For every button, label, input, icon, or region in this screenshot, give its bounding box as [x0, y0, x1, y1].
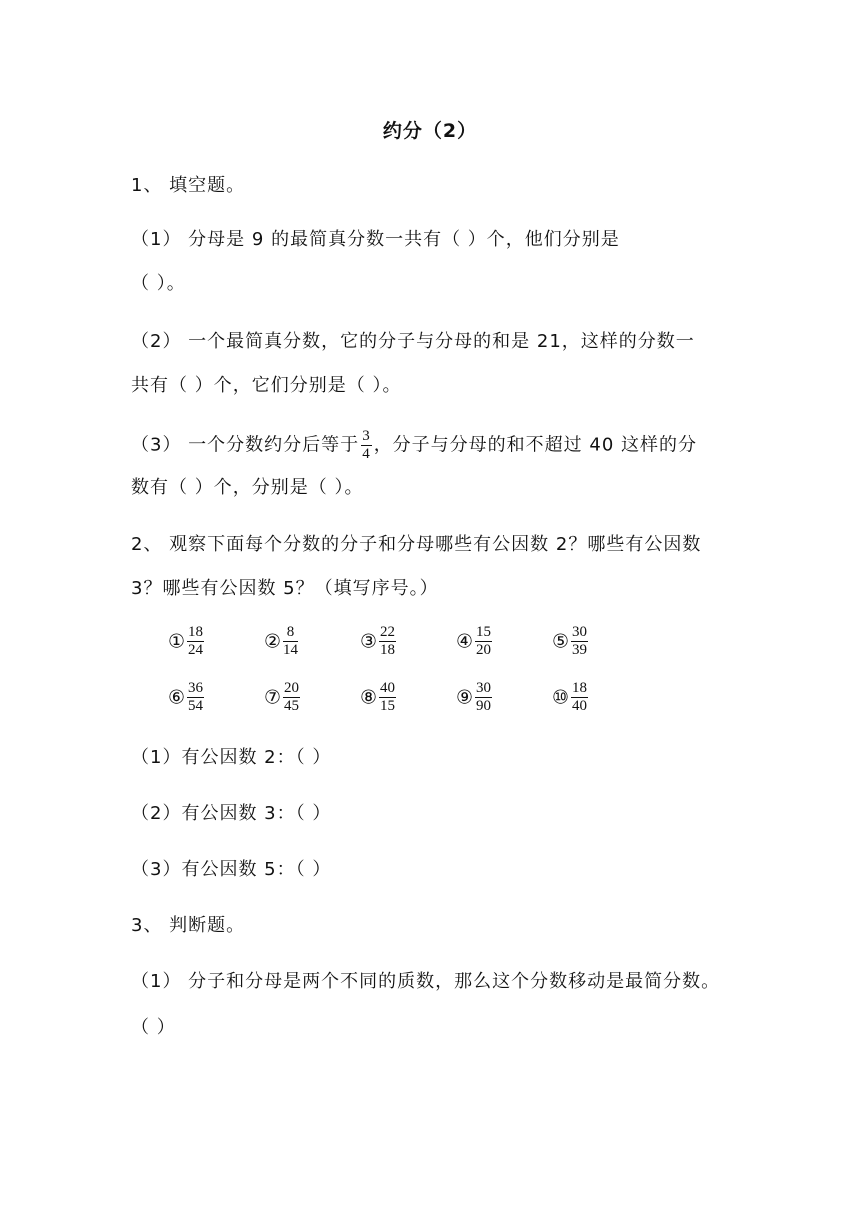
fraction-item-1	[168, 624, 206, 659]
q1-2-line1: （2） 一个最简真分数，它的分子与分母的和是 21，这样的分数一	[131, 331, 695, 352]
fraction-numerator: 3	[362, 428, 371, 444]
fraction	[475, 624, 492, 659]
fraction-item-7	[264, 680, 302, 715]
fraction-numerator: 18	[572, 680, 588, 696]
answer-common-factor-3: （2）有公因数 3：（ ）	[131, 803, 332, 824]
fraction-item-3	[360, 624, 398, 659]
answer-common-factor-5: （3）有公因数 5：（ ）	[131, 859, 332, 880]
fraction-denominator: 24	[188, 642, 204, 658]
section-1-heading: 1、 填空题。	[131, 175, 246, 196]
item-number-label: ⑦	[264, 686, 282, 709]
fraction-denominator: 14	[283, 642, 299, 658]
fraction-denominator: 4	[362, 446, 371, 462]
fraction-numerator: 18	[188, 624, 204, 640]
fraction-numerator: 40	[380, 680, 396, 696]
fraction-denominator: 54	[188, 698, 204, 714]
fraction-denominator: 18	[380, 642, 396, 658]
fraction-numerator: 30	[476, 680, 492, 696]
item-number-label: ⑩	[552, 686, 570, 709]
fraction-denominator: 20	[476, 642, 492, 658]
section-3-heading: 3、 判断题。	[131, 915, 246, 936]
page-title: 约分（2）	[382, 120, 478, 142]
fraction	[283, 624, 298, 659]
item-number-label: ②	[264, 630, 282, 653]
fraction-item-2	[264, 624, 300, 659]
item-number-label: ⑨	[456, 686, 474, 709]
item-number-label: ⑥	[168, 686, 186, 709]
q3-1-line2: （ ）	[131, 1017, 176, 1038]
item-number-label: ⑤	[552, 630, 570, 653]
fraction-numerator: 15	[476, 624, 492, 640]
q1-1-line1: （1） 分母是 9 的最简真分数一共有（ ）个，他们分别是	[131, 229, 620, 250]
fraction	[283, 680, 300, 715]
fraction	[475, 680, 492, 715]
item-number-label: ①	[168, 630, 186, 653]
q1-3-line1	[131, 428, 697, 463]
q3-1-line1: （1） 分子和分母是两个不同的质数，那么这个分数移动是最简分数。	[131, 971, 721, 992]
fraction-denominator: 45	[284, 698, 300, 714]
fraction	[187, 624, 204, 659]
fraction-item-9	[456, 680, 494, 715]
fraction-numerator: 30	[572, 624, 588, 640]
q1-2-line2: 共有（ ）个，它们分别是（ ）。	[131, 375, 402, 396]
q1-3-prefix: （3） 一个分数约分后等于	[131, 434, 360, 456]
fraction-three-quarters	[361, 428, 372, 463]
fraction-numerator: 36	[188, 680, 204, 696]
fraction-item-10	[552, 680, 590, 715]
q1-1-line2: （ ）。	[131, 273, 186, 294]
fraction-numerator: 8	[283, 624, 298, 642]
fraction-item-8	[360, 680, 398, 715]
fraction-denominator: 39	[572, 642, 588, 658]
section-2-heading-line2: 3？哪些有公因数 5？（填写序号。）	[131, 578, 439, 599]
section-2-heading-line1: 2、 观察下面每个分数的分子和分母哪些有公因数 2？哪些有公因数	[131, 534, 702, 555]
fraction-item-4	[456, 624, 494, 659]
fraction-denominator: 15	[380, 698, 396, 714]
fraction	[379, 680, 396, 715]
fraction	[571, 624, 588, 659]
answer-common-factor-2: （1）有公因数 2：（ ）	[131, 747, 332, 768]
fraction	[187, 680, 204, 715]
fraction	[571, 680, 588, 715]
q1-3-line2: 数有（ ）个，分别是（ ）。	[131, 477, 364, 498]
fraction-numerator: 20	[284, 680, 300, 696]
q1-3-suffix: ，分子与分母的和不超过 40 这样的分	[373, 434, 698, 456]
fraction-item-6	[168, 680, 206, 715]
fraction-denominator: 40	[572, 698, 588, 714]
fraction-item-5	[552, 624, 590, 659]
item-number-label: ④	[456, 630, 474, 653]
item-number-label: ③	[360, 630, 378, 653]
fraction-denominator: 90	[476, 698, 492, 714]
fraction	[379, 624, 396, 659]
item-number-label: ⑧	[360, 686, 378, 709]
fraction-numerator: 22	[380, 624, 396, 640]
